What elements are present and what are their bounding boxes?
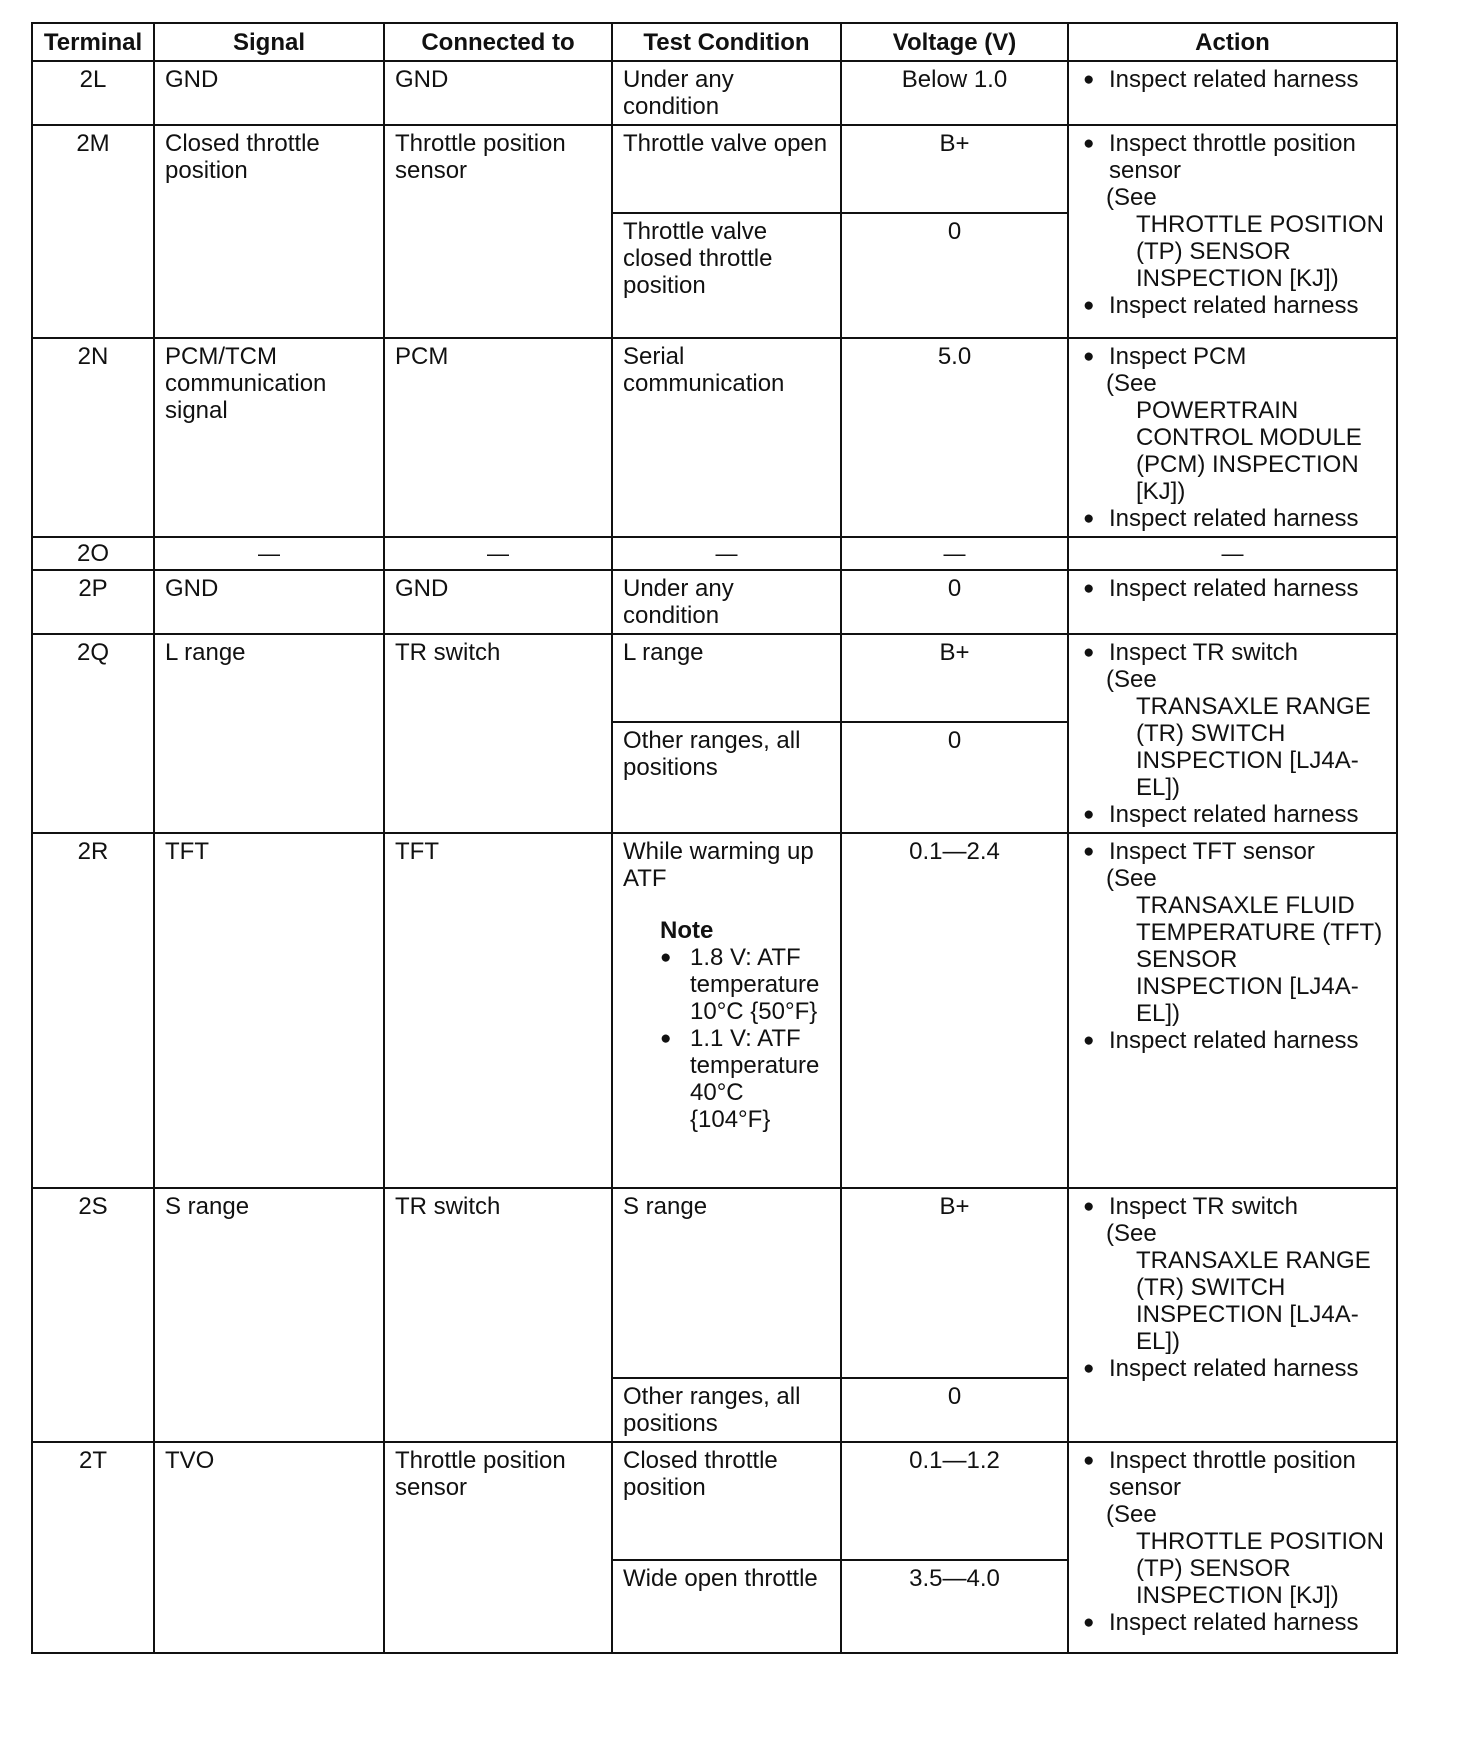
table-row xyxy=(32,1188,1397,1378)
note-item: ● 1.8 V: ATF temperature 10°C {50°F} xyxy=(660,944,830,1025)
table-row xyxy=(32,537,1397,570)
see-text: (See xyxy=(1106,184,1157,211)
see-text: (See xyxy=(1106,666,1157,693)
condition-cell: Throttle valve open xyxy=(612,125,841,213)
action-cell xyxy=(1068,833,1397,1188)
table-row xyxy=(32,338,1397,537)
condition-cell: Other ranges, all positions xyxy=(612,722,841,833)
condition-cell: Wide open throttle xyxy=(612,1560,841,1653)
connected-cell: TFT xyxy=(384,833,612,1188)
empty-dash: — xyxy=(154,537,384,570)
connected-cell: Throttle position sensor xyxy=(384,1442,612,1653)
condition-cell: Other ranges, all positions xyxy=(612,1378,841,1442)
col-header-action: Action xyxy=(1068,23,1397,61)
action-cell xyxy=(1068,1188,1397,1442)
col-header-voltage: Voltage (V) xyxy=(841,23,1068,61)
table-row xyxy=(32,634,1397,722)
table-row xyxy=(32,1442,1397,1560)
action-item: ● Inspect related harness xyxy=(1079,66,1386,93)
condition-cell: Under any condition xyxy=(612,570,841,634)
see-text: (See xyxy=(1106,370,1157,397)
condition-cell: Serial communication xyxy=(612,338,841,537)
action-cell xyxy=(1068,1442,1397,1653)
action-item: ● Inspect related harness xyxy=(1079,292,1386,319)
action-item: ● Inspect TR switch (See TRANSAXLE RANGE (TR) SWITCH INSPECTION [LJ4A-EL]) xyxy=(1079,639,1386,801)
action-item: ● Inspect PCM (See POWERTRAIN CONTROL MODULE (PCM) INSPECTION [KJ]) xyxy=(1079,343,1386,505)
voltage-cell: 0 xyxy=(841,722,1068,833)
terminal-cell: 2P xyxy=(32,570,154,634)
condition-cell xyxy=(612,833,841,1188)
action-item: ● Inspect throttle position sensor (See THROTTLE POSITION (TP) SENSOR INSPECTION [KJ]) xyxy=(1079,130,1386,292)
terminal-cell: 2N xyxy=(32,338,154,537)
voltage-cell: 0.1—1.2 xyxy=(841,1442,1068,1560)
condition-text: While warming up ATF xyxy=(623,838,814,892)
empty-dash: — xyxy=(612,537,841,570)
col-header-signal: Signal xyxy=(154,23,384,61)
table-row xyxy=(32,125,1397,213)
connected-cell: TR switch xyxy=(384,634,612,833)
condition-cell: Throttle valve closed throttle position xyxy=(612,213,841,338)
action-item: ● Inspect related harness xyxy=(1079,505,1386,532)
table-row xyxy=(32,61,1397,125)
empty-dash: — xyxy=(384,537,612,570)
voltage-cell: B+ xyxy=(841,634,1068,722)
connected-cell: PCM xyxy=(384,338,612,537)
voltage-cell: Below 1.0 xyxy=(841,61,1068,125)
col-header-test-condition: Test Condition xyxy=(612,23,841,61)
connected-cell: GND xyxy=(384,61,612,125)
action-item: ● Inspect related harness xyxy=(1079,1355,1386,1382)
terminal-cell: 2T xyxy=(32,1442,154,1653)
empty-dash: — xyxy=(841,537,1068,570)
signal-cell: GND xyxy=(154,61,384,125)
action-cell xyxy=(1068,61,1397,125)
action-cell xyxy=(1068,570,1397,634)
voltage-cell: 0 xyxy=(841,1378,1068,1442)
connected-cell: Throttle position sensor xyxy=(384,125,612,338)
action-cell xyxy=(1068,338,1397,537)
terminal-cell: 2S xyxy=(32,1188,154,1442)
voltage-cell: 0 xyxy=(841,213,1068,338)
signal-cell: S range xyxy=(154,1188,384,1442)
signal-cell: L range xyxy=(154,634,384,833)
voltage-cell: 3.5—4.0 xyxy=(841,1560,1068,1653)
action-cell xyxy=(1068,634,1397,833)
voltage-cell: 0.1—2.4 xyxy=(841,833,1068,1188)
signal-cell: GND xyxy=(154,570,384,634)
terminal-cell: 2L xyxy=(32,61,154,125)
action-item: ● Inspect related harness xyxy=(1079,1027,1386,1054)
reference-text: POWERTRAIN CONTROL MODULE (PCM) INSPECTION [KJ]) xyxy=(1136,397,1362,505)
action-item: ● Inspect related harness xyxy=(1079,801,1386,828)
terminal-cell: 2O xyxy=(32,537,154,570)
header-row xyxy=(32,23,1397,61)
condition-cell: L range xyxy=(612,634,841,722)
signal-cell: TFT xyxy=(154,833,384,1188)
terminal-cell: 2M xyxy=(32,125,154,338)
signal-cell: Closed throttle position xyxy=(154,125,384,338)
table-row xyxy=(32,570,1397,634)
note-title: Note xyxy=(660,917,714,944)
reference-text: TRANSAXLE RANGE (TR) SWITCH INSPECTION [LJ4A-EL]) xyxy=(1136,1247,1371,1355)
voltage-cell: B+ xyxy=(841,1188,1068,1378)
action-item: ● Inspect TR switch (See TRANSAXLE RANGE (TR) SWITCH INSPECTION [LJ4A-EL]) xyxy=(1079,1193,1386,1355)
connected-cell: GND xyxy=(384,570,612,634)
col-header-terminal: Terminal xyxy=(32,23,154,61)
reference-text: TRANSAXLE RANGE (TR) SWITCH INSPECTION [LJ4A-EL]) xyxy=(1136,693,1371,801)
see-text: (See xyxy=(1106,865,1157,892)
signal-cell: TVO xyxy=(154,1442,384,1653)
action-cell xyxy=(1068,125,1397,338)
condition-cell: S range xyxy=(612,1188,841,1378)
signal-cell: PCM/TCM communication signal xyxy=(154,338,384,537)
voltage-cell: B+ xyxy=(841,125,1068,213)
terminal-cell: 2Q xyxy=(32,634,154,833)
reference-text: TRANSAXLE FLUID TEMPERATURE (TFT) SENSOR INSPECTION [LJ4A-EL]) xyxy=(1136,892,1383,1027)
terminal-table xyxy=(31,22,1398,1654)
condition-cell: Closed throttle position xyxy=(612,1442,841,1560)
action-item: ● Inspect related harness xyxy=(1079,575,1386,602)
action-item: ● Inspect throttle position sensor (See THROTTLE POSITION (TP) SENSOR INSPECTION [KJ]) xyxy=(1079,1447,1386,1609)
col-header-connected-to: Connected to xyxy=(384,23,612,61)
see-text: (See xyxy=(1106,1501,1157,1528)
reference-text: THROTTLE POSITION (TP) SENSOR INSPECTION [KJ]) xyxy=(1136,1528,1385,1609)
empty-dash: — xyxy=(1068,537,1397,570)
reference-text: THROTTLE POSITION (TP) SENSOR INSPECTION [KJ]) xyxy=(1136,211,1385,292)
action-item: ● Inspect related harness xyxy=(1079,1609,1386,1636)
terminal-cell: 2R xyxy=(32,833,154,1188)
voltage-cell: 5.0 xyxy=(841,338,1068,537)
see-text: (See xyxy=(1106,1220,1157,1247)
condition-cell: Under any condition xyxy=(612,61,841,125)
note-item: ● 1.1 V: ATF temperature 40°C {104°F} xyxy=(660,1025,830,1133)
action-item: ● Inspect TFT sensor (See TRANSAXLE FLUID TEMPERATURE (TFT) SENSOR INSPECTION [LJ4A-EL]) xyxy=(1079,838,1386,1027)
voltage-cell: 0 xyxy=(841,570,1068,634)
table-row xyxy=(32,833,1397,1188)
connected-cell: TR switch xyxy=(384,1188,612,1442)
note-box xyxy=(660,917,830,1133)
